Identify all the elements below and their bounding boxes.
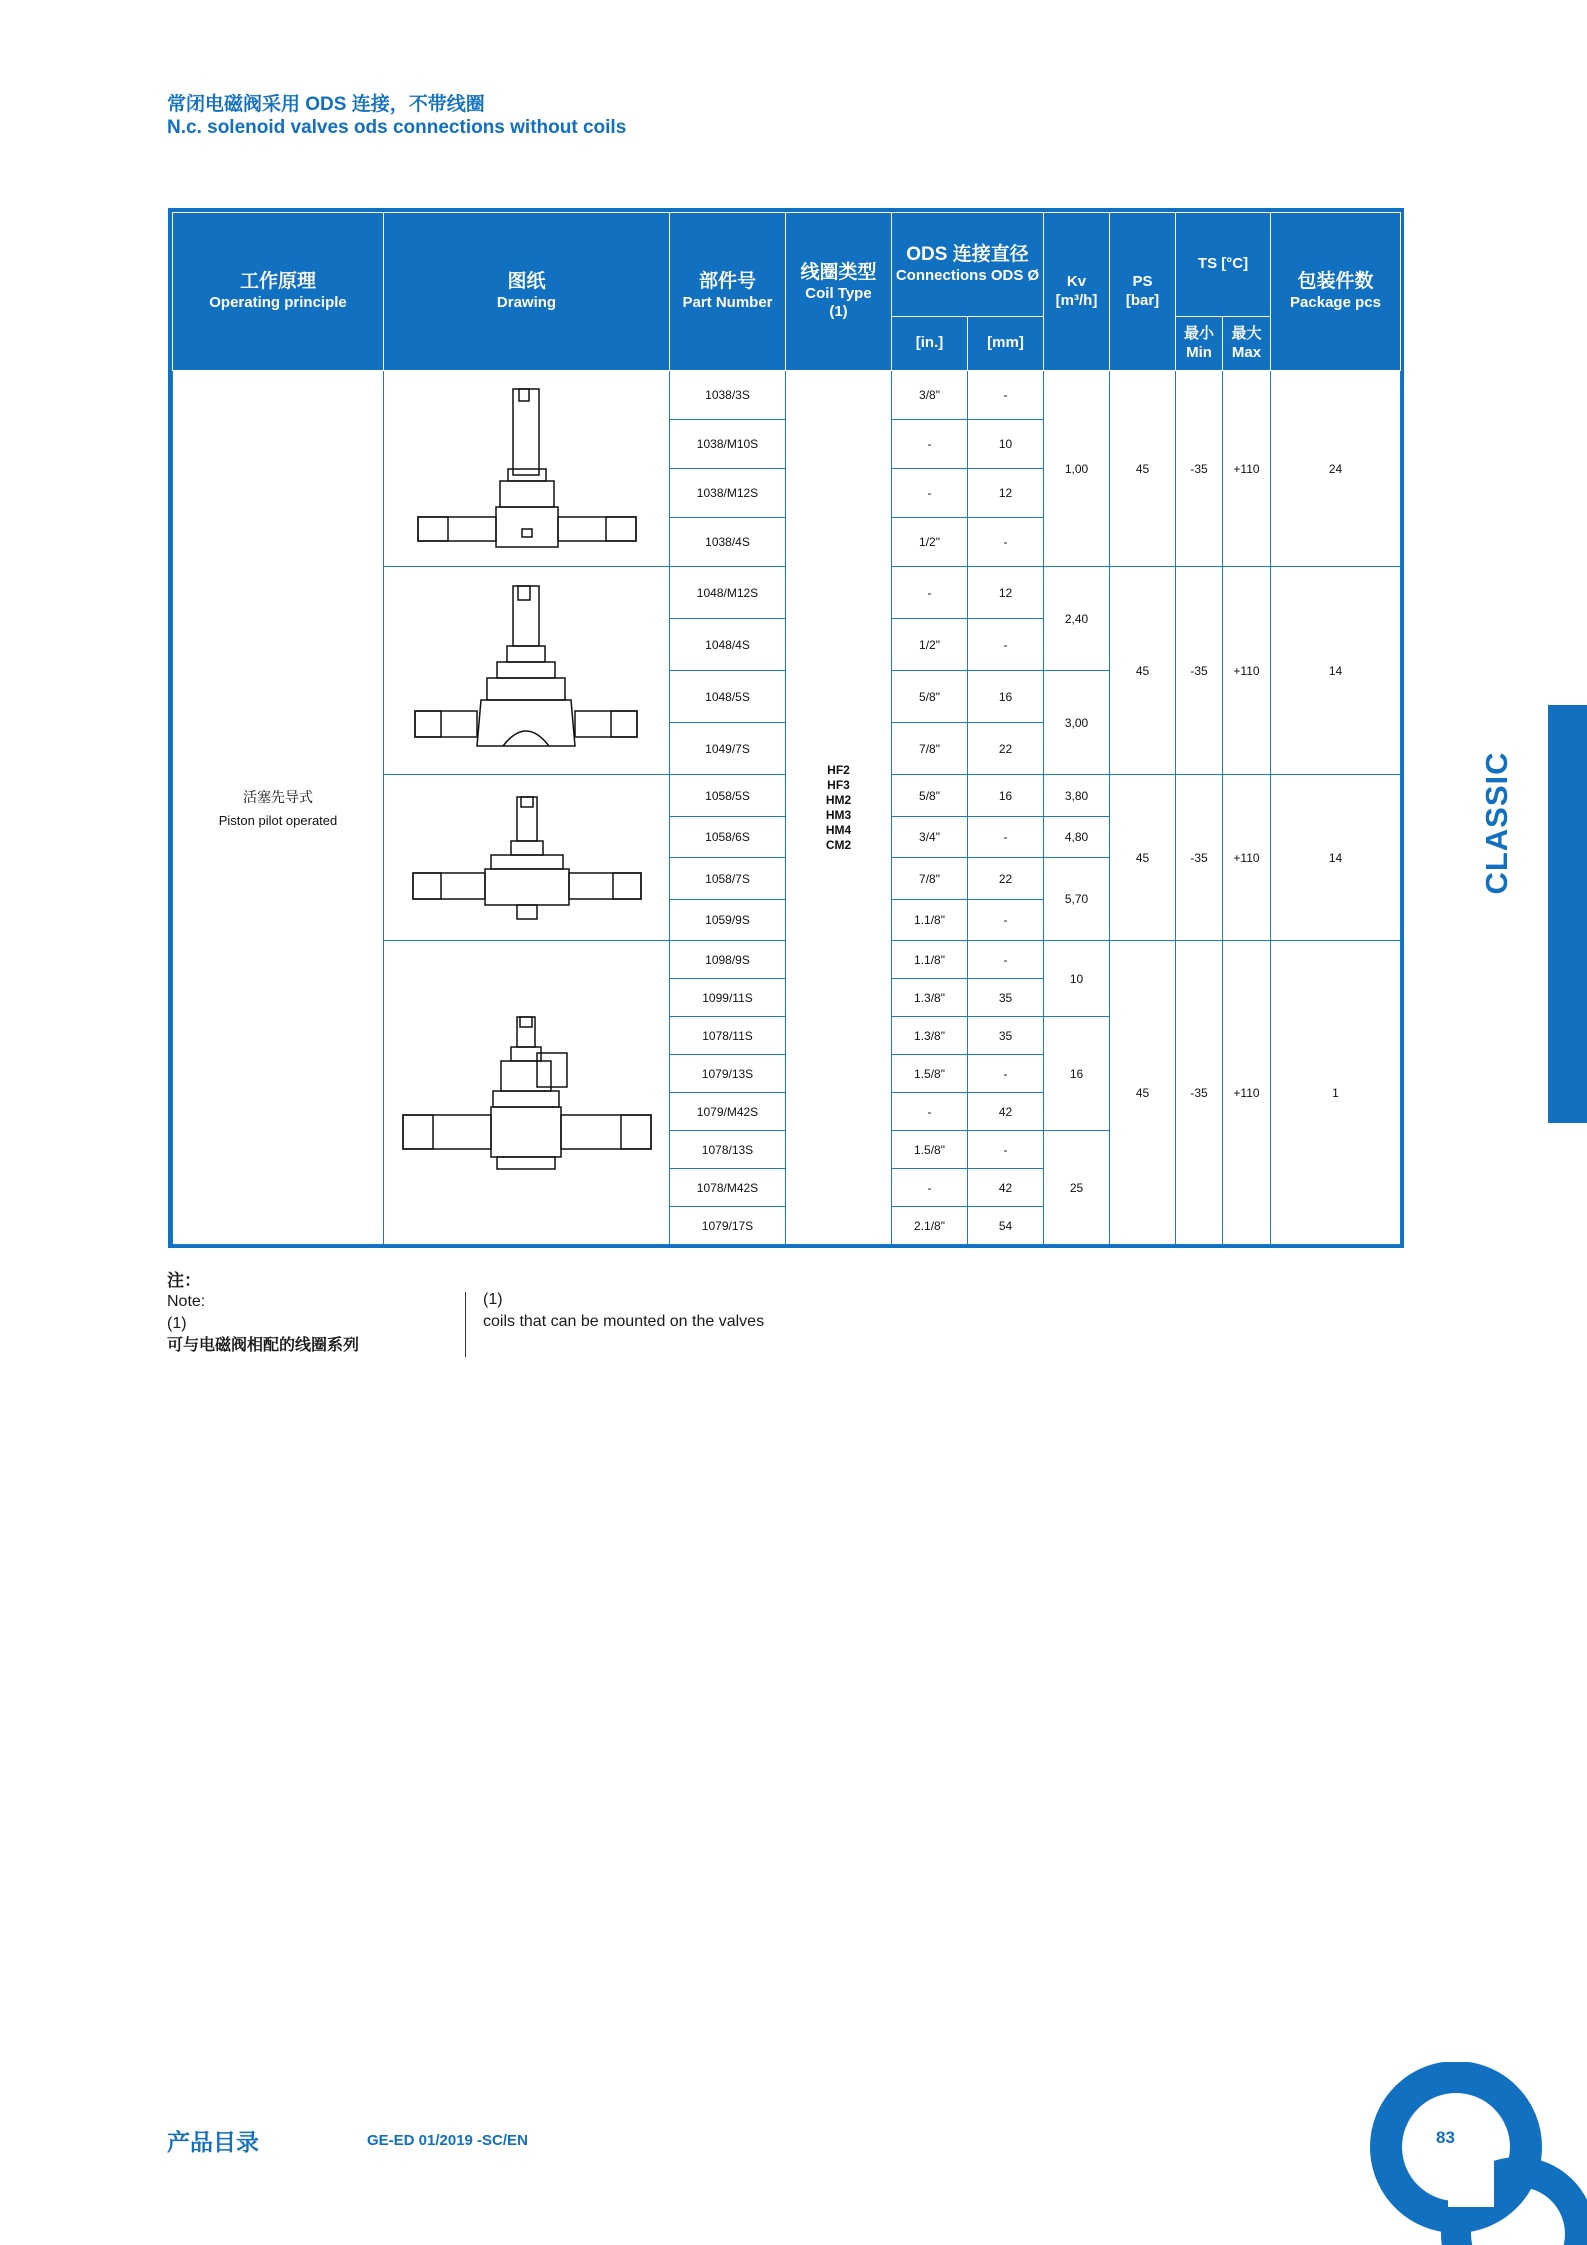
part-number: 1049/7S bbox=[670, 723, 786, 775]
kv-value: 1,00 bbox=[1044, 371, 1110, 567]
valve-drawing-1038 bbox=[384, 371, 670, 567]
ods-in: 1.3/8" bbox=[892, 979, 968, 1017]
kv-value: 5,70 bbox=[1044, 858, 1110, 941]
col-header-ods-mm: [mm] bbox=[968, 317, 1044, 371]
coil-type-cell: HF2 HF3 HM2 HM3 HM4 CM2 bbox=[786, 371, 892, 1245]
ods-mm: - bbox=[968, 371, 1044, 420]
part-number: 1048/M12S bbox=[670, 567, 786, 619]
ps-value: 45 bbox=[1110, 567, 1176, 775]
ods-in: 5/8" bbox=[892, 775, 968, 817]
ts-max-value: +110 bbox=[1223, 775, 1271, 941]
notes-left-number: (1) bbox=[167, 1315, 187, 1332]
title-zh: 常闭电磁阀采用 ODS 连接，不带线圈 bbox=[167, 94, 485, 115]
notes-right bbox=[483, 1289, 783, 1333]
part-number: 1048/5S bbox=[670, 671, 786, 723]
ods-in: 7/8" bbox=[892, 858, 968, 900]
package-pcs: 24 bbox=[1271, 371, 1401, 567]
part-number: 1038/3S bbox=[670, 371, 786, 420]
col-header-part: 部件号 Part Number bbox=[670, 213, 786, 371]
part-number: 1038/M10S bbox=[670, 420, 786, 469]
ods-in: - bbox=[892, 1093, 968, 1131]
ods-mm: 12 bbox=[968, 567, 1044, 619]
part-number: 1058/5S bbox=[670, 775, 786, 817]
part-number: 1038/M12S bbox=[670, 469, 786, 518]
kv-value: 3,00 bbox=[1044, 671, 1110, 775]
col-header-ts: TS [°C] bbox=[1176, 213, 1271, 317]
ods-mm: 16 bbox=[968, 671, 1044, 723]
ts-max-value: +110 bbox=[1223, 567, 1271, 775]
ts-max-value: +110 bbox=[1223, 371, 1271, 567]
spec-table bbox=[172, 212, 1401, 1245]
notes-heading-en: Note: bbox=[167, 1293, 206, 1310]
col-header-package: 包装件数 Package pcs bbox=[1271, 213, 1401, 371]
ps-value: 45 bbox=[1110, 941, 1176, 1245]
side-tab bbox=[1548, 705, 1587, 1123]
col-header-ods: ODS 连接直径 Connections ODS Ø bbox=[892, 213, 1044, 317]
part-number: 1038/4S bbox=[670, 518, 786, 567]
ods-in: - bbox=[892, 420, 968, 469]
notes-left-text: 可与电磁阀相配的线圈系列 bbox=[167, 1337, 360, 1354]
ods-in: 1.5/8" bbox=[892, 1055, 968, 1093]
kv-value: 2,40 bbox=[1044, 567, 1110, 671]
part-number: 1078/11S bbox=[670, 1017, 786, 1055]
footer-code: GE-ED 01/2019 -SC/EN bbox=[367, 2132, 528, 2149]
ods-in: 7/8" bbox=[892, 723, 968, 775]
ps-value: 45 bbox=[1110, 371, 1176, 567]
col-header-coil: 线圈类型 Coil Type (1) bbox=[786, 213, 892, 371]
ods-in: 5/8" bbox=[892, 671, 968, 723]
ods-in: 2.1/8" bbox=[892, 1207, 968, 1245]
part-number: 1078/M42S bbox=[670, 1169, 786, 1207]
ods-in: 1.5/8" bbox=[892, 1131, 968, 1169]
ods-in: 1/2" bbox=[892, 619, 968, 671]
ods-mm: - bbox=[968, 518, 1044, 567]
package-pcs: 14 bbox=[1271, 567, 1401, 775]
spec-table-frame bbox=[168, 208, 1404, 1248]
ods-mm: 54 bbox=[968, 1207, 1044, 1245]
valve-drawing-1058 bbox=[384, 775, 670, 941]
ods-in: - bbox=[892, 567, 968, 619]
package-pcs: 1 bbox=[1271, 941, 1401, 1245]
ods-mm: - bbox=[968, 619, 1044, 671]
ods-mm: - bbox=[968, 1131, 1044, 1169]
col-header-ts-max: 最大 Max bbox=[1223, 317, 1271, 371]
part-number: 1098/9S bbox=[670, 941, 786, 979]
col-header-ods-in: [in.] bbox=[892, 317, 968, 371]
ts-min-value: -35 bbox=[1176, 371, 1223, 567]
kv-value: 16 bbox=[1044, 1017, 1110, 1131]
notes-right-number: (1) bbox=[483, 1291, 503, 1308]
ods-in: 1.3/8" bbox=[892, 1017, 968, 1055]
ods-mm: - bbox=[968, 817, 1044, 858]
col-header-kv: Kv [m³/h] bbox=[1044, 213, 1110, 371]
title-en: N.c. solenoid valves ods connections without coils bbox=[167, 117, 627, 138]
part-number: 1079/M42S bbox=[670, 1093, 786, 1131]
col-header-ts-min: 最小 Min bbox=[1176, 317, 1223, 371]
ods-mm: 42 bbox=[968, 1093, 1044, 1131]
ods-in: 3/8" bbox=[892, 371, 968, 420]
ods-mm: 35 bbox=[968, 1017, 1044, 1055]
ods-in: 1.1/8" bbox=[892, 941, 968, 979]
col-header-drawing: 图纸 Drawing bbox=[384, 213, 670, 371]
ods-mm: 42 bbox=[968, 1169, 1044, 1207]
table-row bbox=[173, 371, 1401, 420]
ts-min-value: -35 bbox=[1176, 775, 1223, 941]
ods-mm: - bbox=[968, 900, 1044, 941]
ods-mm: 22 bbox=[968, 858, 1044, 900]
notes-right-text: coils that can be mounted on the valves bbox=[483, 1313, 765, 1330]
ods-mm: 22 bbox=[968, 723, 1044, 775]
notes-heading-zh: 注： bbox=[167, 1271, 201, 1290]
ts-min-value: -35 bbox=[1176, 941, 1223, 1245]
kv-value: 4,80 bbox=[1044, 817, 1110, 858]
ods-mm: 16 bbox=[968, 775, 1044, 817]
page-number: 83 bbox=[1436, 2128, 1455, 2147]
brand-logo-icon bbox=[1358, 2062, 1587, 2245]
part-number: 1048/4S bbox=[670, 619, 786, 671]
footer-title: 产品目录 bbox=[167, 2129, 259, 2155]
ods-in: 3/4" bbox=[892, 817, 968, 858]
part-number: 1078/13S bbox=[670, 1131, 786, 1169]
ts-min-value: -35 bbox=[1176, 567, 1223, 775]
valve-drawing-1078 bbox=[384, 941, 670, 1245]
ods-in: 1.1/8" bbox=[892, 900, 968, 941]
col-header-operating: 工作原理 Operating principle bbox=[173, 213, 384, 371]
ods-mm: - bbox=[968, 941, 1044, 979]
kv-value: 25 bbox=[1044, 1131, 1110, 1245]
ts-max-value: +110 bbox=[1223, 941, 1271, 1245]
part-number: 1079/17S bbox=[670, 1207, 786, 1245]
kv-value: 10 bbox=[1044, 941, 1110, 1017]
part-number: 1059/9S bbox=[670, 900, 786, 941]
ods-in: - bbox=[892, 1169, 968, 1207]
part-number: 1058/6S bbox=[670, 817, 786, 858]
kv-value: 3,80 bbox=[1044, 775, 1110, 817]
notes-left bbox=[167, 1291, 359, 1357]
ods-mm: 12 bbox=[968, 469, 1044, 518]
ods-mm: 10 bbox=[968, 420, 1044, 469]
part-number: 1079/13S bbox=[670, 1055, 786, 1093]
ods-mm: 35 bbox=[968, 979, 1044, 1017]
ps-value: 45 bbox=[1110, 775, 1176, 941]
part-number: 1099/11S bbox=[670, 979, 786, 1017]
package-pcs: 14 bbox=[1271, 775, 1401, 941]
ods-in: 1/2" bbox=[892, 518, 968, 567]
col-header-ps: PS [bar] bbox=[1110, 213, 1176, 371]
part-number: 1058/7S bbox=[670, 858, 786, 900]
ods-mm: - bbox=[968, 1055, 1044, 1093]
valve-drawing-1048 bbox=[384, 567, 670, 775]
operating-principle-cell: 活塞先导式 Piston pilot operated bbox=[173, 371, 384, 1245]
ods-in: - bbox=[892, 469, 968, 518]
notes-divider bbox=[465, 1292, 466, 1357]
